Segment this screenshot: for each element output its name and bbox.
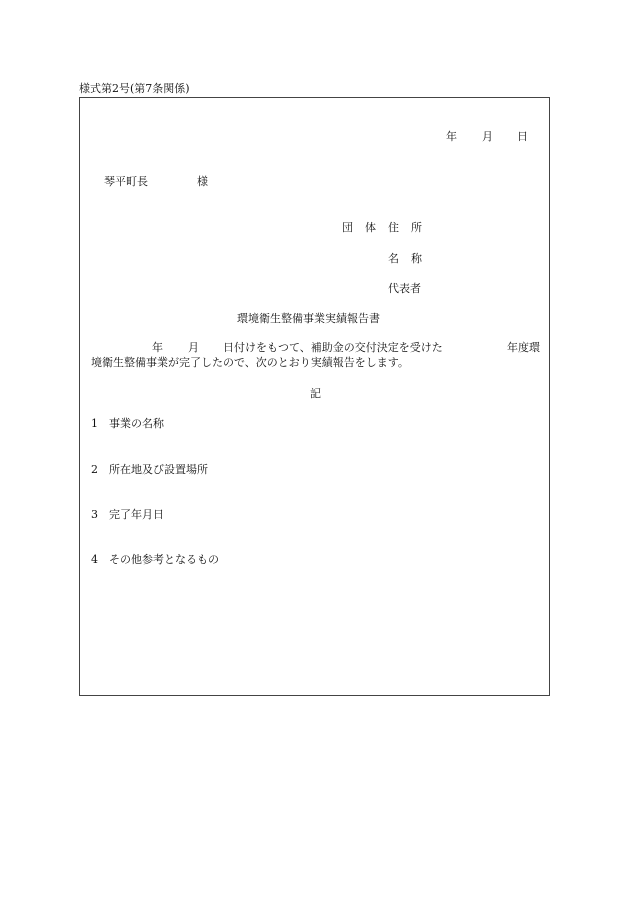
body-text-1: 日付けをもつて、補助金の交付決定を受けた (223, 341, 443, 354)
name-label-char: 称 (411, 252, 422, 265)
item-number: 2 (91, 463, 98, 476)
body-year: 年 (152, 341, 163, 354)
date-month-label: 月 (482, 130, 493, 143)
addressee-name: 琴平町長 (104, 175, 148, 188)
item-number: 4 (91, 553, 98, 566)
item-label: その他参考となるもの (109, 553, 219, 566)
date-year-label: 年 (446, 130, 457, 143)
address-label-char: 所 (411, 221, 422, 234)
addressee-honorific: 様 (197, 175, 208, 188)
body-month: 月 (188, 341, 199, 354)
address-label-char: 団 (342, 221, 353, 234)
date-day-label: 日 (517, 130, 528, 143)
name-label-char: 名 (388, 252, 399, 265)
body-line-2: 境衛生整備事業が完了したので、次のとおり実績報告をします。 (91, 356, 409, 369)
representative-label: 代表者 (388, 282, 421, 295)
ki-heading: 記 (310, 387, 321, 400)
address-label-char: 体 (365, 221, 376, 234)
form-label: 様式第2号(第7条関係) (79, 82, 190, 95)
item-label: 完了年月日 (109, 508, 164, 521)
item-number: 3 (91, 508, 98, 521)
item-label: 事業の名称 (109, 417, 164, 430)
body-text-2: 年度環 (507, 341, 540, 354)
address-label-char: 住 (388, 221, 399, 234)
item-label: 所在地及び設置場所 (109, 463, 208, 476)
item-number: 1 (91, 417, 98, 430)
document-title: 環境衛生整備事業実績報告書 (237, 312, 380, 325)
